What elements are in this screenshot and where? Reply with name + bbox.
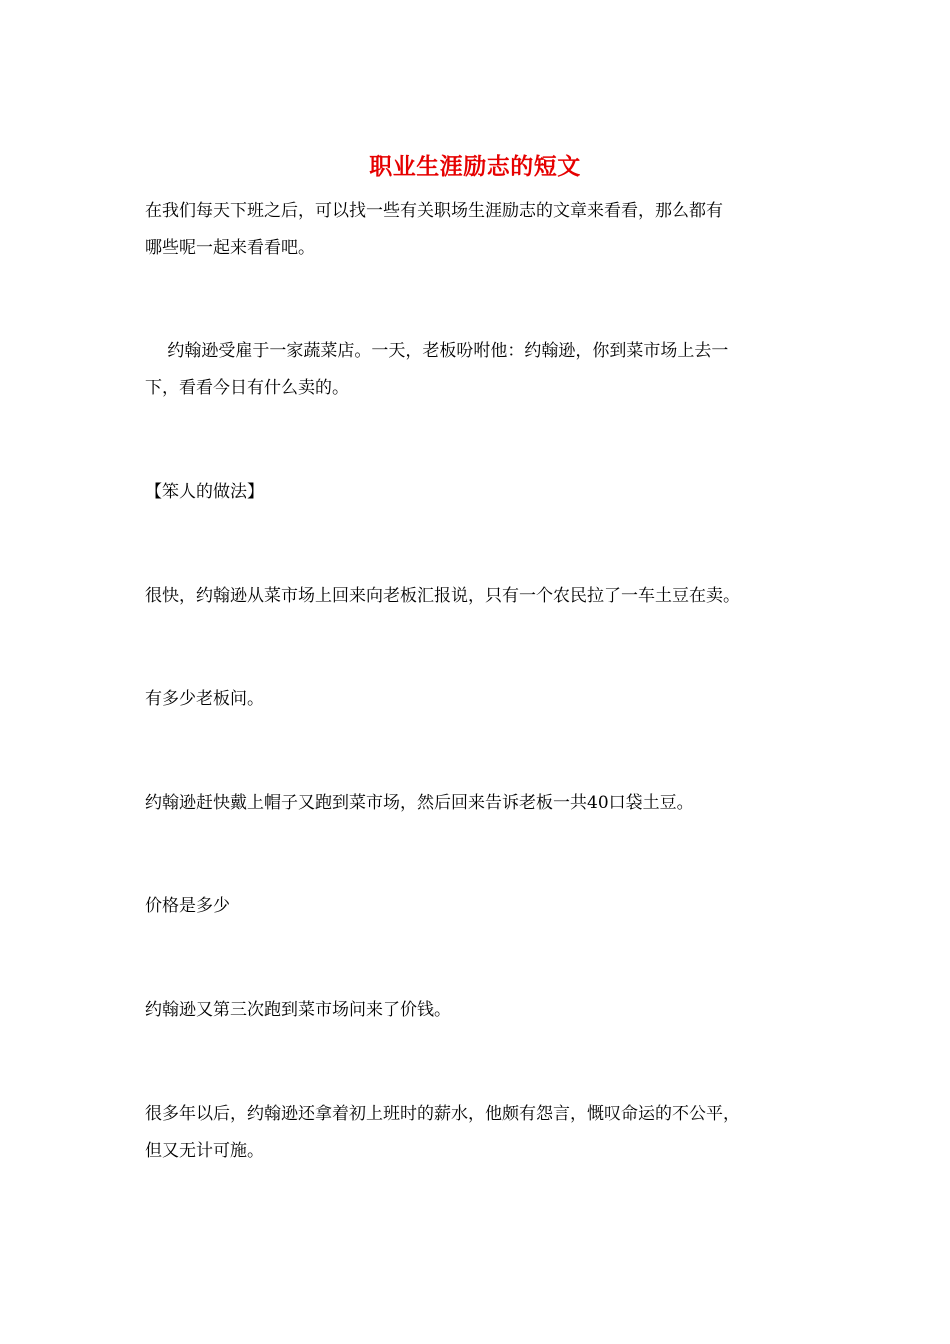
paragraph-line: 约翰逊受雇于一家蔬菜店。一天，老板吩咐他：约翰逊，你到菜市场上去一: [145, 341, 729, 361]
paragraph-line: 很多年以后，约翰逊还拿着初上班时的薪水，他颇有怨言，慨叹命运的不公平，: [145, 1104, 740, 1124]
paragraph-question-price: [145, 888, 815, 925]
paragraph-line: 哪些呢一起来看看吧。: [145, 238, 315, 258]
paragraph-line: 有多少老板问。: [145, 689, 264, 709]
paragraph-section-heading: [145, 474, 815, 511]
paragraph-line: 很快，约翰逊从菜市场上回来向老板汇报说，只有一个农民拉了一车土豆在卖。: [145, 586, 740, 606]
paragraph-story-start: [145, 333, 815, 407]
paragraph-line: 在我们每天下班之后，可以找一些有关职场生涯励志的文章来看看，那么都有: [145, 201, 723, 221]
paragraph-line: 约翰逊赶快戴上帽子又跑到菜市场，然后回来告诉老板一共40口袋土豆。: [145, 793, 694, 813]
paragraph-line: 价格是多少: [145, 896, 230, 916]
paragraph-second-trip: [145, 785, 815, 822]
document-title: 职业生涯励志的短文: [369, 153, 581, 180]
paragraph-line: 下，看看今日有什么卖的。: [145, 378, 349, 398]
paragraph-years-later: [145, 1096, 815, 1170]
paragraph-third-trip: [145, 992, 815, 1029]
paragraph-line: 但又无计可施。: [145, 1141, 264, 1161]
paragraph-line: 【笨人的做法】: [145, 482, 264, 502]
paragraph-line: 约翰逊又第三次跑到菜市场问来了价钱。: [145, 1000, 451, 1020]
paragraph-intro: [145, 193, 815, 267]
paragraph-report: [145, 578, 815, 615]
paragraph-question-quantity: [145, 681, 815, 718]
